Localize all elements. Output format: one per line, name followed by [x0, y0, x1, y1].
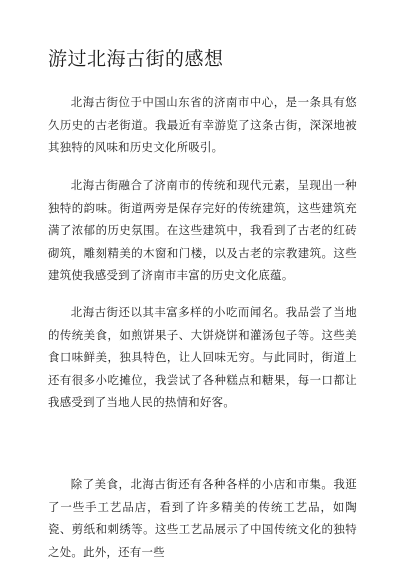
paragraph-2: 北海古街融合了济南市的传统和现代元素，呈现出一种独特的韵味。街道两旁是保存完好的传统建筑，这些建筑充满了浓郁的历史氛围。在这些建筑中，我看到了古老的红砖砌筑，雕刻精美的木窗和门楼，以及古老的宗教建筑。这些建筑使我感受到了济南市丰富的历史文化底蕴。 — [48, 178, 357, 282]
paragraph-1: 北海古街位于中国山东省的济南市中心，是一条具有悠久历史的古老街道。我最近有幸游览了这条古街，深深地被其独特的风味和历史文化所吸引。 — [48, 95, 357, 154]
paragraph-3: 北海古街还以其丰富多样的小吃而闻名。我品尝了当地的传统美食，如煎饼果子、大饼烧饼和灌汤包子等。这些美食口味鲜美，独具特色，让人回味无穷。与此同时，街道上还有很多小吃摊位，我尝试了各种糕点和糖果，每一口都让我感受到了当地人民的热情和好客。 — [48, 305, 357, 409]
paragraph-4: 除了美食，北海古街还有各种各样的小店和市集。我逛了一些手工艺品店，看到了许多精美的传统工艺品，如陶瓷、剪纸和刺绣等。这些工艺品展示了中国传统文化的独特之处。此外，还有一些 — [48, 477, 357, 559]
document-title: 游过北海古街的感想 — [48, 48, 224, 70]
